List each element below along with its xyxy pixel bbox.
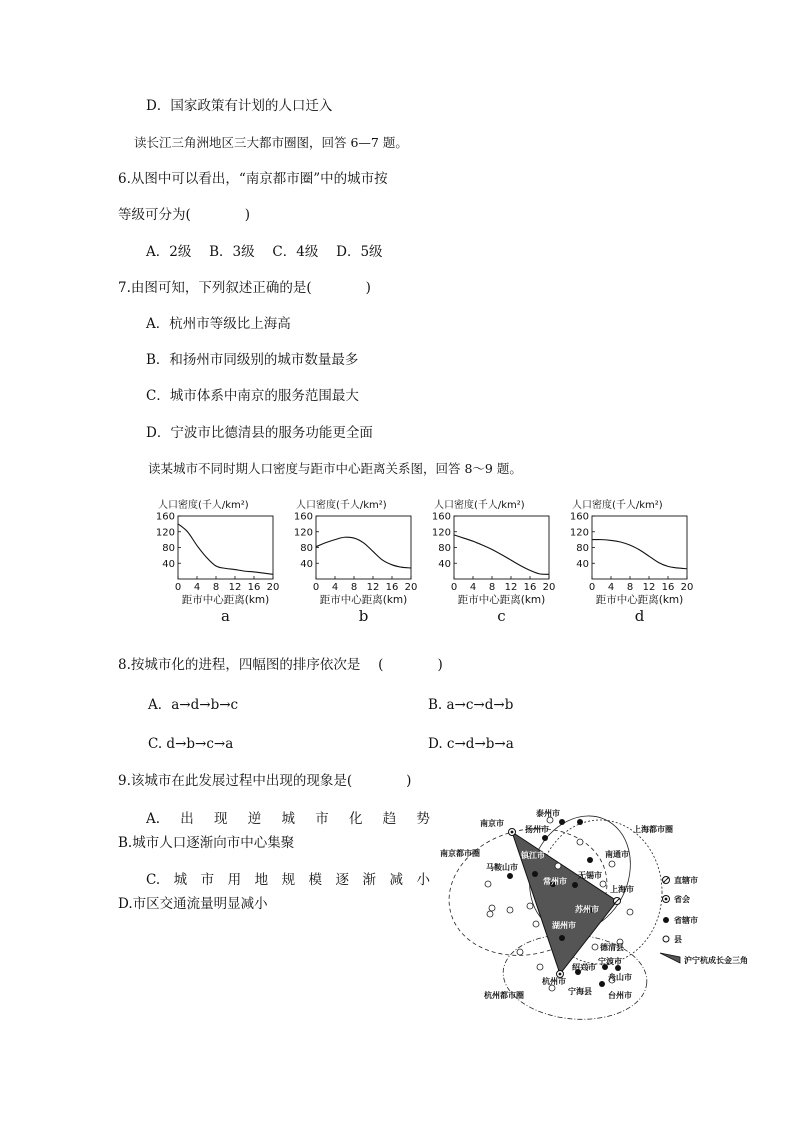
x-tick-label: 4 bbox=[469, 582, 477, 593]
q9c-char: 用 bbox=[227, 872, 242, 888]
chart-caption: b bbox=[358, 607, 369, 625]
label-hangzhou: 杭州市 bbox=[542, 977, 566, 986]
q9a-char: 化 bbox=[348, 811, 363, 827]
density-curve-c bbox=[454, 535, 549, 574]
q8-option-d: D. c→d→b→a bbox=[428, 736, 514, 752]
chart-frame bbox=[316, 516, 411, 579]
label-hangzhou-circle: 杭州都市圈 bbox=[484, 991, 524, 1000]
label-changzhou: 常州市 bbox=[543, 877, 567, 886]
y-tick-label: 160 bbox=[569, 511, 589, 523]
q9a-char: 市 bbox=[315, 811, 329, 827]
x-tick-label: 20 bbox=[266, 582, 280, 593]
y-tick-label: 120 bbox=[569, 527, 589, 539]
chart-xlabel: 距市中心距离(km) bbox=[457, 594, 546, 606]
x-tick-label: 16 bbox=[661, 582, 675, 593]
q9a-char: 出 bbox=[180, 811, 194, 827]
x-tick-label: 20 bbox=[404, 582, 418, 593]
chart-xlabel: 距市中心距离(km) bbox=[181, 594, 270, 606]
q9c-char: 城 bbox=[173, 872, 188, 888]
legend-prefecture: 省辖市 bbox=[674, 916, 698, 925]
q9c-char: 逐 bbox=[335, 872, 350, 888]
density-chart-d bbox=[562, 494, 700, 634]
chart-caption: d bbox=[634, 607, 645, 625]
label-shaoxing: 绍兴市 bbox=[572, 963, 596, 972]
q9c-char: 渐 bbox=[362, 872, 377, 888]
q6-stem-1: 6.从图中可以看出，“南京都市圈”中的城市按 bbox=[118, 171, 388, 187]
y-tick-label: 80 bbox=[438, 543, 451, 554]
label-ninghai: 宁海县 bbox=[568, 987, 592, 996]
label-zhoushan: 舟山市 bbox=[608, 973, 632, 982]
label-suzhou: 苏州市 bbox=[575, 905, 599, 914]
x-tick-label: 8 bbox=[488, 582, 496, 593]
q6-stem-2: 等级可分为( ) bbox=[118, 207, 251, 223]
q9a-char: 现 bbox=[214, 811, 228, 827]
q5-option-d: D．国家政策有计划的人口迁入 bbox=[146, 98, 333, 114]
q9c-char: 减 bbox=[389, 872, 403, 888]
q8-option-c: C. d→b→c→a bbox=[148, 736, 234, 752]
legend-capital: 省会 bbox=[674, 895, 690, 904]
y-tick-label: 80 bbox=[162, 543, 175, 554]
q9c-char: C. bbox=[146, 872, 161, 888]
x-tick-label: 0 bbox=[588, 582, 596, 593]
x-tick-label: 16 bbox=[523, 582, 537, 593]
q8-stem: 8.按城市化的进程，四幅图的排序依次是 ( ) bbox=[118, 657, 443, 673]
chart-ylabel: 人口密度(千人/km²) bbox=[158, 500, 249, 511]
label-taizhou-south: 台州市 bbox=[608, 991, 632, 1000]
label-ningbo: 宁波市 bbox=[598, 957, 622, 966]
q7-option-b: B．和扬州市同级别的城市数量最多 bbox=[146, 352, 359, 368]
q9-option-a bbox=[146, 810, 430, 828]
x-tick-label: 12 bbox=[366, 582, 380, 593]
label-deqing: 德清县 bbox=[600, 943, 624, 952]
legend-county: 县 bbox=[674, 935, 682, 944]
q9-stem: 9.该城市在此发展过程中出现的现象是( ) bbox=[118, 773, 412, 789]
chart-ylabel: 人口密度(千人/km²) bbox=[296, 500, 387, 511]
y-tick-label: 40 bbox=[300, 558, 313, 570]
chart-frame bbox=[178, 516, 273, 579]
x-tick-label: 8 bbox=[212, 582, 220, 593]
yangtze-delta-map bbox=[440, 802, 765, 1027]
q9-option-c bbox=[146, 871, 430, 889]
q8-option-a: A．a→d→b→c bbox=[148, 697, 239, 713]
y-tick-label: 120 bbox=[431, 527, 451, 539]
y-tick-label: 120 bbox=[293, 527, 313, 539]
q9a-char: 势 bbox=[416, 811, 430, 827]
label-yangzhou: 扬州市 bbox=[525, 825, 549, 834]
chart-ylabel: 人口密度(千人/km²) bbox=[434, 500, 525, 511]
y-tick-label: 120 bbox=[155, 527, 175, 539]
label-huzhou: 湖州市 bbox=[552, 921, 576, 930]
label-nantong: 南通市 bbox=[605, 850, 629, 859]
chart-xlabel: 距市中心距离(km) bbox=[319, 594, 408, 606]
q9c-char: 小 bbox=[416, 872, 430, 888]
label-zhenjiang: 镇江市 bbox=[521, 851, 545, 860]
q7-option-c: C．城市体系中南京的服务范围最大 bbox=[146, 388, 359, 404]
y-tick-label: 40 bbox=[162, 558, 175, 570]
x-tick-label: 12 bbox=[504, 582, 518, 593]
label-taizhou-north: 泰州市 bbox=[536, 809, 560, 818]
label-nanjing: 南京市 bbox=[480, 819, 504, 828]
y-tick-label: 160 bbox=[293, 511, 313, 523]
x-tick-label: 4 bbox=[607, 582, 615, 593]
x-tick-label: 0 bbox=[312, 582, 320, 593]
label-maanshan: 马鞍山市 bbox=[486, 863, 518, 872]
label-wuxi: 无锡市 bbox=[578, 871, 602, 880]
y-tick-label: 160 bbox=[155, 511, 175, 523]
chart-frame bbox=[454, 516, 549, 579]
x-tick-label: 12 bbox=[228, 582, 242, 593]
legend-municipality: 直辖市 bbox=[674, 876, 698, 885]
map-legend bbox=[660, 875, 748, 965]
x-tick-label: 8 bbox=[626, 582, 634, 593]
q9c-char: 规 bbox=[281, 872, 296, 888]
chart-caption: c bbox=[497, 607, 506, 625]
q8-option-b: B. a→c→d→b bbox=[428, 697, 514, 713]
y-tick-label: 80 bbox=[576, 543, 589, 554]
q7-option-a: A．杭州市等级比上海高 bbox=[146, 316, 291, 332]
q9a-char: 趋 bbox=[382, 811, 397, 827]
intro-q6-7: 读长江三角洲地区三大都市圈图，回答 6—7 题。 bbox=[134, 135, 408, 150]
y-tick-label: 40 bbox=[438, 558, 451, 570]
x-tick-label: 8 bbox=[350, 582, 358, 593]
density-curve-a bbox=[178, 524, 273, 574]
x-tick-label: 20 bbox=[680, 582, 694, 593]
x-tick-label: 4 bbox=[193, 582, 201, 593]
x-tick-label: 16 bbox=[385, 582, 399, 593]
q9a-char: 城 bbox=[281, 811, 295, 827]
label-shanghai: 上海市 bbox=[610, 885, 634, 894]
density-chart-b bbox=[286, 494, 424, 634]
q7-option-d: D．宁波市比德清县的服务功能更全面 bbox=[146, 425, 373, 441]
x-tick-label: 16 bbox=[247, 582, 261, 593]
q6-options: A．2级 B．3级 C．4级 D．5级 bbox=[146, 244, 383, 260]
q9-option-d: D.市区交通流量明显减小 bbox=[118, 896, 268, 912]
density-chart-a bbox=[148, 494, 286, 634]
chart-xlabel: 距市中心距离(km) bbox=[595, 594, 684, 606]
chart-frame bbox=[592, 516, 687, 579]
intro-q8-9: 读某城市不同时期人口密度与距市中心距离关系图，回答 8～9 题。 bbox=[148, 461, 522, 476]
x-tick-label: 4 bbox=[331, 582, 339, 593]
label-nanjing-circle: 南京都市圈 bbox=[440, 849, 480, 858]
label-shanghai-circle: 上海都市圈 bbox=[633, 825, 673, 834]
q9c-char: 地 bbox=[254, 872, 269, 888]
y-tick-label: 40 bbox=[576, 558, 589, 570]
density-curve-b bbox=[316, 537, 411, 568]
q9a-char: A. bbox=[146, 811, 161, 827]
x-tick-label: 0 bbox=[174, 582, 182, 593]
q9-option-b: B.城市人口逐渐向市中心集聚 bbox=[118, 835, 295, 851]
y-tick-label: 80 bbox=[300, 543, 313, 554]
x-tick-label: 0 bbox=[450, 582, 458, 593]
x-tick-label: 12 bbox=[642, 582, 656, 593]
y-tick-label: 160 bbox=[431, 511, 451, 523]
chart-caption: a bbox=[221, 607, 230, 625]
density-curve-d bbox=[592, 540, 687, 569]
q9c-char: 市 bbox=[200, 872, 215, 888]
density-chart-c bbox=[424, 494, 562, 634]
q9a-char: 逆 bbox=[247, 811, 262, 827]
q7-stem: 7.由图可知，下列叙述正确的是( ) bbox=[118, 280, 371, 296]
chart-ylabel: 人口密度(千人/km²) bbox=[572, 500, 663, 511]
legend-golden-triangle: 沪宁杭成长金三角 bbox=[684, 956, 748, 965]
q9c-char: 模 bbox=[308, 872, 323, 888]
x-tick-label: 20 bbox=[542, 582, 556, 593]
